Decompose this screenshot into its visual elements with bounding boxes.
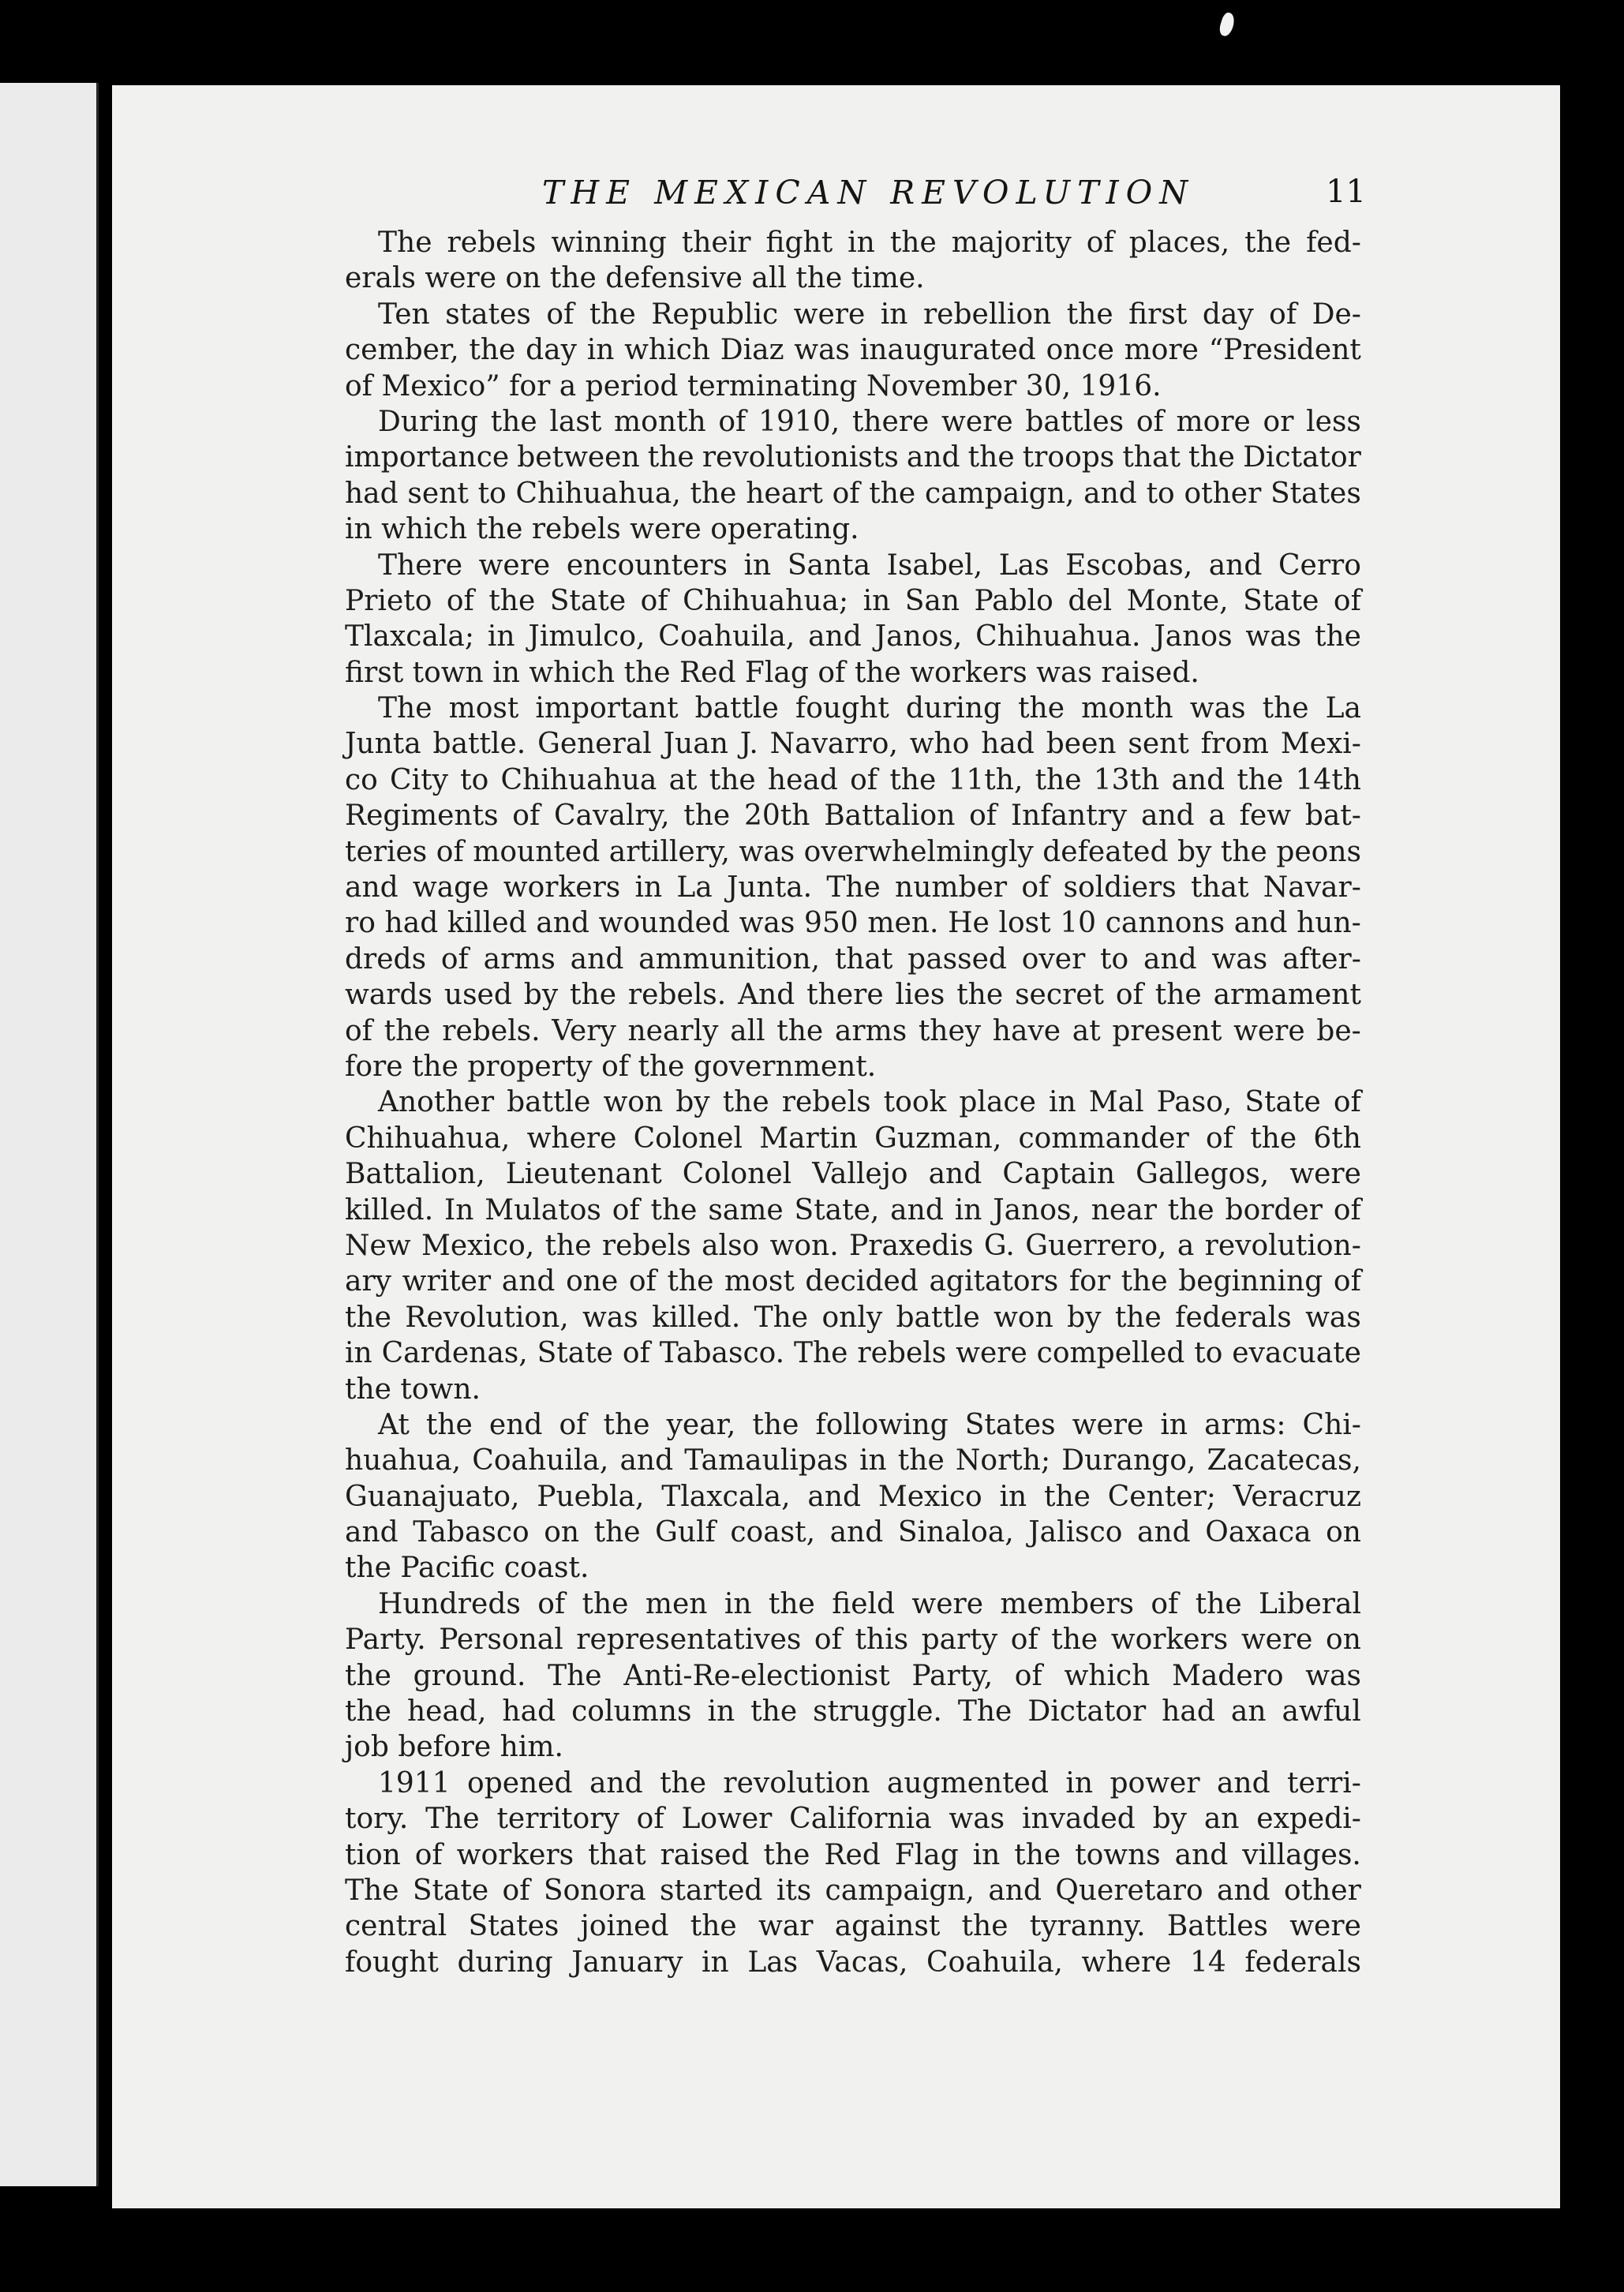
paragraph xyxy=(345,1766,1361,1980)
text-line: fought during January in Las Vacas, Coahuila, where 14 federals xyxy=(345,1946,1361,1979)
text-line: There were encounters in Santa Isabel, Las Escobas, and Cerro xyxy=(378,549,1361,582)
text-line: New Mexico, the rebels also won. Praxedis G. Guerrero, a revolution- xyxy=(345,1229,1361,1262)
text-line: tion of workers that raised the Red Flag in the towns and villages. xyxy=(345,1838,1361,1871)
text-line: Junta battle. General Juan J. Navarro, who had been sent from Mexi- xyxy=(345,728,1361,761)
text-line: At the end of the year, the following States were in arms: Chi- xyxy=(378,1408,1361,1441)
body-text xyxy=(345,225,1361,1980)
text-line: central States joined the war against the tyranny. Battles were xyxy=(345,1910,1361,1943)
page-number: 11 xyxy=(1326,174,1366,210)
paragraph xyxy=(345,1586,1361,1766)
text-line: dreds of arms and ammunition, that passed over to and was after- xyxy=(345,942,1361,976)
text-line: the Revolution, was killed. The only battle won by the federals was xyxy=(345,1301,1361,1334)
text-line: erals were on the defensive all the time. xyxy=(345,262,925,295)
text-line: job before him. xyxy=(345,1731,563,1764)
text-line: Prieto of the State of Chihuahua; in San Pablo del Monte, State of xyxy=(345,584,1361,617)
running-title: THE MEXICAN REVOLUTION xyxy=(542,174,1196,212)
text-line: importance between the revolutionists and the troops that the Dictator xyxy=(345,441,1361,474)
text-line: Ten states of the Republic were in rebellion the first day of De- xyxy=(378,298,1361,331)
paragraph xyxy=(345,691,1361,1084)
text-line: and wage workers in La Junta. The number of soldiers that Navar- xyxy=(345,871,1361,904)
paragraph xyxy=(345,404,1361,548)
text-line: Another battle won by the rebels took place in Mal Paso, State of xyxy=(378,1086,1361,1119)
text-line: The State of Sonora started its campaign, and Queretaro and other xyxy=(345,1874,1361,1907)
text-line: killed. In Mulatos of the same State, and in Janos, near the border of xyxy=(345,1193,1361,1227)
text-line: teries of mounted artillery, was overwhelmingly defeated by the peons xyxy=(345,835,1361,868)
text-line: wards used by the rebels. And there lies the secret of the armament xyxy=(345,979,1361,1012)
running-header xyxy=(261,174,1366,229)
text-line: huahua, Coahuila, and Tamaulipas in the North; Durango, Zacatecas, xyxy=(345,1444,1361,1477)
text-line: had sent to Chihuahua, the heart of the campaign, and to other States xyxy=(345,477,1361,510)
paragraph xyxy=(345,297,1361,404)
text-line: tory. The territory of Lower California was invaded by an expedi- xyxy=(345,1803,1361,1836)
text-line: first town in which the Red Flag of the workers was raised. xyxy=(345,656,1199,689)
text-line: cember, the day in which Diaz was inaugurated once more “President xyxy=(345,334,1361,367)
text-line: Party. Personal representatives of this party of the workers were on xyxy=(345,1624,1361,1657)
paragraph xyxy=(345,1084,1361,1407)
text-line: fore the property of the government. xyxy=(345,1050,877,1083)
text-line: The rebels winning their fight in the majority of places, the fed- xyxy=(378,227,1361,259)
text-line: Chihuahua, where Colonel Martin Guzman, commander of the 6th xyxy=(345,1122,1361,1155)
text-line: co City to Chihuahua at the head of the 11th, the 13th and the 14th xyxy=(345,763,1361,796)
text-line: of Mexico” for a period terminating November 30, 1916. xyxy=(345,369,1162,403)
text-line: of the rebels. Very nearly all the arms they have at present were be- xyxy=(345,1014,1361,1047)
facing-page-edge xyxy=(0,83,99,2186)
paragraph xyxy=(345,548,1361,691)
text-line: The most important battle fought during the month was the La xyxy=(378,692,1361,725)
text-line: the town. xyxy=(345,1373,481,1406)
text-line: the Pacific coast. xyxy=(345,1552,589,1585)
text-line: Battalion, Lieutenant Colonel Vallejo and Captain Gallegos, were xyxy=(345,1158,1361,1191)
text-line: the ground. The Anti-Re-electionist Party, of which Madero was xyxy=(345,1659,1361,1692)
text-line: Regiments of Cavalry, the 20th Battalion of Infantry and a few bat- xyxy=(345,800,1361,833)
text-line: and Tabasco on the Gulf coast, and Sinaloa, Jalisco and Oaxaca on xyxy=(345,1516,1361,1549)
text-line: 1911 opened and the revolution augmented in power and terri- xyxy=(378,1766,1361,1800)
text-line: in which the rebels were operating. xyxy=(345,513,859,546)
text-line: ary writer and one of the most decided agitators for the beginning of xyxy=(345,1265,1361,1298)
text-line: the head, had columns in the struggle. The Dictator had an awful xyxy=(345,1695,1361,1728)
paragraph xyxy=(345,1407,1361,1586)
text-line: Tlaxcala; in Jimulco, Coahuila, and Janos, Chihuahua. Janos was the xyxy=(345,620,1361,654)
text-line: Hundreds of the men in the field were members of the Liberal xyxy=(378,1587,1361,1620)
text-line: in Cardenas, State of Tabasco. The rebels were compelled to evacuate xyxy=(345,1337,1361,1370)
text-line: ro had killed and wounded was 950 men. He lost 10 cannons and hun- xyxy=(345,907,1361,940)
text-line: During the last month of 1910, there were battles of more or less xyxy=(378,405,1361,438)
text-line: Guanajuato, Puebla, Tlaxcala, and Mexico in the Center; Veracruz xyxy=(345,1480,1361,1513)
paragraph xyxy=(345,225,1361,297)
scan-mark xyxy=(1218,11,1237,37)
